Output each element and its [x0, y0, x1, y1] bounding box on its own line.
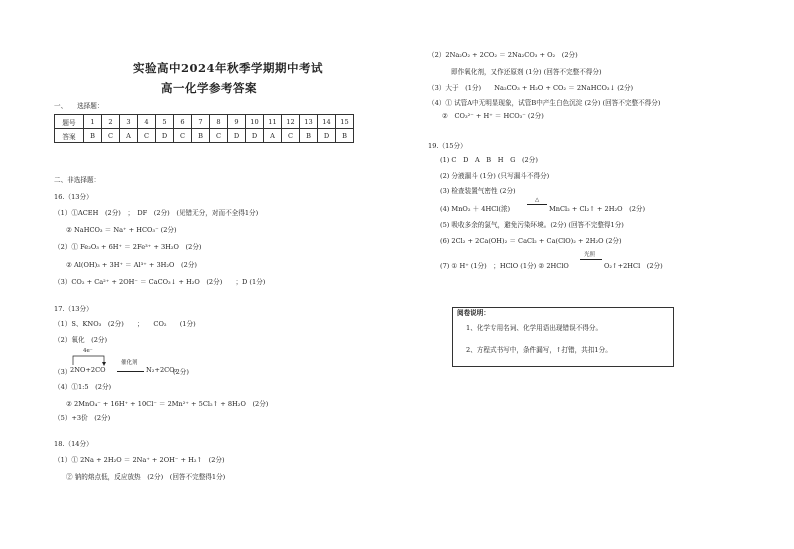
q17-line4: （4）①1:5 (2分): [54, 383, 112, 391]
q19-line5: (5) 吸收多余的氯气，避免污染环境。(2分) (回答不完整得1分): [440, 221, 624, 229]
answer-cell: D: [228, 129, 246, 143]
q17-line3-reactants: 2NO+2CO: [70, 366, 106, 374]
q19-line3: (3) 检查装置气密性 (2分): [440, 187, 516, 195]
grading-note-1: 1、化学专用名词、化学用语出现错误不得分。: [466, 324, 603, 332]
grading-note-2: 2、方程式书写中，条件漏写，↑打错，共扣1分。: [466, 346, 612, 354]
answer-cell: C: [174, 129, 192, 143]
q17-line3-score: (2分): [173, 368, 189, 376]
q16-line1: （1）①ACEH (2分) ； DF (2分) (见错无分，对而不全得1分): [54, 209, 259, 217]
grading-notes-title: 阅卷说明：: [457, 309, 490, 317]
section2-label: 二、非选择题：: [54, 176, 101, 184]
question-number: 5: [156, 115, 174, 129]
equation-line: [117, 371, 144, 372]
catalyst-condition: 催化剂: [121, 360, 138, 366]
answer-key-title: 高一化学参考答案: [161, 81, 257, 95]
exam-title: 实验高中2024年秋季学期期中考试: [133, 61, 324, 75]
q17-line5: ② 2MnO₄⁻ + 16H⁺ + 10Cl⁻ ＝ 2Mn²⁺ + 5Cl₂↑ + 8H₂O (2分): [66, 400, 269, 408]
q18-heading: 18.（14分）: [54, 440, 93, 448]
q18-3-line: （3）大于 (1分) Na₂CO₃ + H₂O + CO₂ ＝ 2NaHCO₃↓ (2分): [428, 84, 634, 92]
question-number: 15: [336, 115, 354, 129]
answer-cell: B: [192, 129, 210, 143]
electron-transfer-arrow: [70, 353, 110, 367]
question-number: 4: [138, 115, 156, 129]
answer-cell: B: [336, 129, 354, 143]
q17-line2: （2）氧化 (2分): [54, 336, 108, 344]
q19-heading: 19.（15分）: [428, 142, 467, 150]
question-number: 9: [228, 115, 246, 129]
q19-line7-right: O₂↑+2HCl (2分): [604, 262, 663, 270]
equation-line: [580, 259, 602, 260]
answer-cell: C: [102, 129, 120, 143]
question-number: 7: [192, 115, 210, 129]
answer-cell: B: [300, 129, 318, 143]
answer-cell: A: [264, 129, 282, 143]
question-number: 12: [282, 115, 300, 129]
q17-line3-prefix: （3）: [54, 368, 72, 376]
question-number: 11: [264, 115, 282, 129]
answer-cell: D: [246, 129, 264, 143]
question-number: 10: [246, 115, 264, 129]
section1-label: 一、 选择题：: [54, 102, 104, 110]
q19-line4-right: MnCl₂ + Cl₂↑ + 2H₂O (2分): [549, 205, 646, 213]
answer-cell: A: [120, 129, 138, 143]
q18-line2: ② 钠的熔点低，反应放热 (2分) (回答不完整得1分): [66, 473, 226, 481]
q16-heading: 16.（13分）: [54, 193, 93, 201]
q19-line6: (6) 2Cl₂ + 2Ca(OH)₂ ＝ CaCl₂ + Ca(ClO)₂ + 2H₂O (2分): [440, 237, 622, 245]
q19-line7-left: (7) ① H⁺ (1分) ；HClO (1分) ② 2HClO: [440, 262, 569, 270]
answer-cell: C: [138, 129, 156, 143]
answer-cell: D: [156, 129, 174, 143]
q18-4-line2: ② CO₃²⁻ + H⁺ ＝ HCO₃⁻ (2分): [442, 112, 544, 120]
question-number: 3: [120, 115, 138, 129]
answer-table: [54, 114, 354, 143]
q16-line3: （2）① Fe₂O₃ + 6H⁺ ＝ 2Fe³⁺ + 3H₂O (2分): [54, 243, 202, 251]
table-row-numbers: [55, 115, 354, 129]
heat-condition: △: [535, 197, 540, 203]
q17-line6: （5）+3价 (2分): [54, 414, 111, 422]
q16-line5: （3）CO₂ + Ca²⁺ + 2OH⁻ ＝ CaCO₃↓ + H₂O (2分) ；D (1分): [54, 278, 266, 286]
equation-line: [527, 204, 547, 205]
row-header-question: 题号: [55, 115, 84, 129]
electron-transfer-label: 4e⁻: [83, 348, 93, 354]
question-number: 2: [102, 115, 120, 129]
q16-line2: ② NaHCO₃ ＝ Na⁺ + HCO₃⁻ (2分): [66, 226, 177, 234]
q17-line1: （1）S、KNO₃ (2分) ； CO₂ (1分): [54, 320, 196, 328]
q16-line4: ② Al(OH)₃ + 3H⁺ ＝ Al³⁺ + 3H₂O (2分): [66, 261, 197, 269]
q19-line4-left: (4) MnO₂ ＋ 4HCl(浓): [440, 205, 511, 213]
q19-line2: (2) 分液漏斗 (1分) (只写漏斗不得分): [440, 172, 550, 180]
q18-4-line1: （4）① 试管A中无明显现象，试管B中产生白色沉淀 (2分) (回答不完整不得分): [428, 99, 661, 107]
question-number: 6: [174, 115, 192, 129]
q17-line3-products: N₂+2CO₂: [146, 366, 178, 374]
q19-line1: (1) C D A B H G (2分): [440, 156, 538, 164]
question-number: 1: [84, 115, 102, 129]
q18-2-line: （2）2Na₂O₂ + 2CO₂ ＝ 2Na₂CO₃ + O₂ (2分): [428, 51, 578, 59]
question-number: 8: [210, 115, 228, 129]
answer-cell: D: [318, 129, 336, 143]
question-number: 14: [318, 115, 336, 129]
table-row-answers: [55, 129, 354, 143]
light-condition: 光照: [584, 252, 596, 258]
q18-2-note: 即作氧化剂，又作还原剂 (1分) (回答不完整不得分): [451, 68, 602, 76]
question-number: 13: [300, 115, 318, 129]
q17-heading: 17.（13分）: [54, 305, 93, 313]
answer-cell: B: [84, 129, 102, 143]
answer-cell: C: [210, 129, 228, 143]
row-header-answer: 答案: [55, 129, 84, 143]
answer-cell: C: [282, 129, 300, 143]
q18-line1: （1）① 2Na + 2H₂O ＝ 2Na⁺ + 2OH⁻ + H₂↑ (2分): [54, 456, 225, 464]
